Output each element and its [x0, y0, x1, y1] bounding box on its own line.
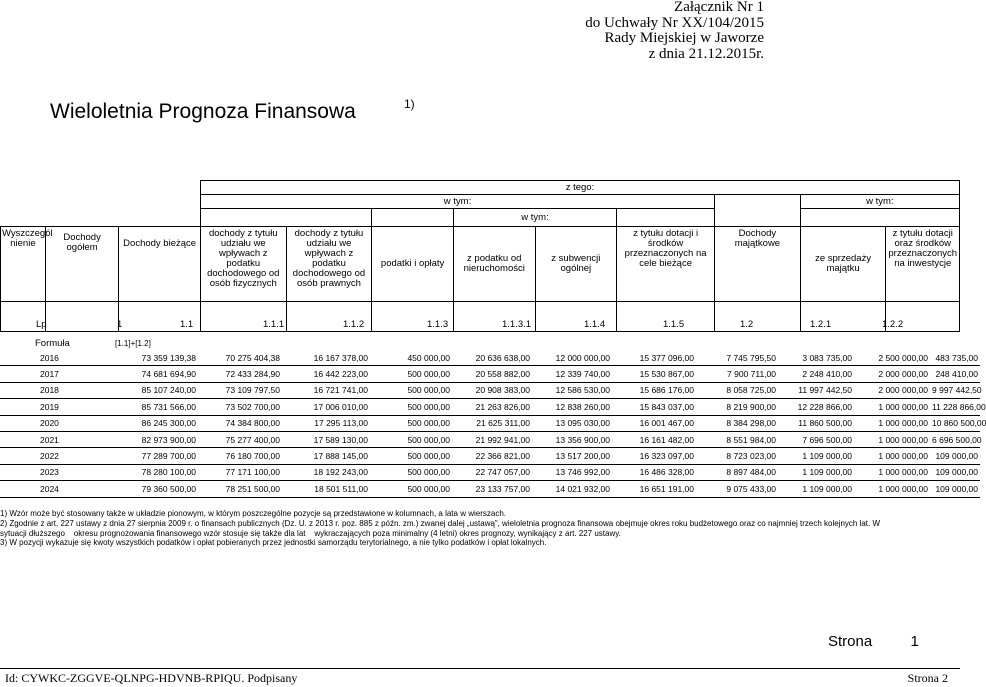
table-cell: 8 058 725,00 — [696, 382, 778, 398]
footnote: sytuacji dłuższego okresu prognozowania finansowego wzór stosuje się także dla lat wykraczających poza minimalny (4 letni) okres prognozy, wynikający z art. 227 ustawy. — [0, 528, 621, 538]
table-cell: 70 275 404,38 — [198, 350, 282, 366]
table-cell: 16 001 467,00 — [612, 415, 696, 431]
lp-code: 1.1.3.1 — [502, 319, 532, 330]
table-cell: 77 289 700,00 — [116, 448, 198, 464]
table-cell: 11 860 500,00 — [778, 415, 854, 431]
table-cell: 1 000 000,00 — [854, 399, 930, 415]
table-cell: 1 000 000,00 — [854, 431, 930, 447]
table-cell: 8 897 484,00 — [696, 464, 778, 480]
page-title: Wieloletnia Prognoza Finansowa — [50, 100, 356, 123]
table-cell: 11 228 866,00 — [930, 399, 980, 415]
lp-code: 1.1 — [180, 319, 194, 330]
table-cell: 500 000,00 — [370, 366, 452, 382]
row-year: 2019 — [0, 399, 116, 415]
council-label: Rady Miejskiej w Jaworze — [604, 30, 764, 46]
table-cell: 14 021 932,00 — [532, 481, 612, 497]
table-cell: 20 636 638,00 — [452, 350, 532, 366]
table-cell: 17 006 010,00 — [282, 399, 370, 415]
table-cell: 16 167 378,00 — [282, 350, 370, 366]
table-cell: 109 000,00 — [930, 448, 980, 464]
table-cell: 109 000,00 — [930, 481, 980, 497]
table-cell: 12 228 866,00 — [778, 399, 854, 415]
table-cell: 76 180 700,00 — [198, 448, 282, 464]
table-cell: 500 000,00 — [370, 431, 452, 447]
table-cell: 109 000,00 — [930, 464, 980, 480]
table-cell: 73 359 139,38 — [116, 350, 198, 366]
col-nieruchomosci: z podatku od nieruchomości — [453, 227, 535, 302]
table-cell: 1 000 000,00 — [854, 481, 930, 497]
table-cell: 1 109 000,00 — [778, 464, 854, 480]
table-cell: 16 721 741,00 — [282, 382, 370, 398]
table-cell: 500 000,00 — [370, 399, 452, 415]
page-label — [828, 633, 919, 650]
table-cell: 15 377 096,00 — [612, 350, 696, 366]
table-cell: 73 109 797,50 — [198, 382, 282, 398]
table-cell: 21 992 941,00 — [452, 431, 532, 447]
table-row — [0, 382, 980, 398]
col-wyszczegolnienie: Wyszczegól nienie — [1, 227, 46, 302]
table-cell: 500 000,00 — [370, 464, 452, 480]
col-podatki-oplaty: podatki i opłaty — [372, 227, 454, 302]
table-cell: 10 860 500,00 — [930, 415, 980, 431]
row-year: 2024 — [0, 481, 116, 497]
table-cell: 82 973 900,00 — [116, 431, 198, 447]
table-cell: 1 109 000,00 — [778, 481, 854, 497]
table-row — [0, 399, 980, 415]
footnote: 3) W pozycji wykazuje się kwoty wszystkich podatków i opłat pobieranych przez jednostki samorządu terytorialnego, a nie tylko podatków i opłat lokalnych. — [0, 538, 547, 548]
row-year: 2020 — [0, 415, 116, 431]
table-cell: 21 625 311,00 — [452, 415, 532, 431]
table-cell: 22 366 821,00 — [452, 448, 532, 464]
col-pit: dochody z tytułu udziału we wpływach z podatku dochodowego od osób fizycznych — [200, 227, 286, 302]
table-cell: 12 586 530,00 — [532, 382, 612, 398]
document-id: Id: CYWKC-ZGGVE-QLNPG-HDVNB-RPIQU. Podpisany — [5, 671, 298, 685]
table-cell: 8 551 984,00 — [696, 431, 778, 447]
table-cell: 15 686 176,00 — [612, 382, 696, 398]
title-footnote-marker: 1) — [404, 97, 415, 111]
table-row — [0, 350, 980, 366]
table-cell: 12 000 000,00 — [532, 350, 612, 366]
lp-code: 1.1.4 — [584, 319, 606, 330]
table-cell: 1 000 000,00 — [854, 448, 930, 464]
table-cell: 22 747 057,00 — [452, 464, 532, 480]
table-cell: 248 410,00 — [930, 366, 980, 382]
table-cell: 74 681 694,90 — [116, 366, 198, 382]
col-sprzedaz: ze sprzedaży majątku — [800, 227, 886, 302]
footer-page: Strona 2 — [907, 671, 948, 685]
table-cell: 72 433 284,90 — [198, 366, 282, 382]
col-dochody-majatkowe: Dochody majątkowe — [715, 227, 801, 302]
table-cell: 85 107 240,00 — [116, 382, 198, 398]
table-cell: 3 083 735,00 — [778, 350, 854, 366]
table-cell: 450 000,00 — [370, 350, 452, 366]
lp-code: 1.1.3 — [427, 319, 449, 330]
table-cell: 85 731 566,00 — [116, 399, 198, 415]
table-cell: 15 530 867,00 — [612, 366, 696, 382]
table-cell: 8 384 298,00 — [696, 415, 778, 431]
table-cell: 86 245 300,00 — [116, 415, 198, 431]
table-cell: 20 908 383,00 — [452, 382, 532, 398]
table-cell: 77 171 100,00 — [198, 464, 282, 480]
row-year: 2023 — [0, 464, 116, 480]
header-w-tym-majątkowe: w tym: — [800, 195, 959, 209]
lp-code: 1.1.1 — [263, 319, 285, 330]
footnote: 2) Zgodnie z art. 227 ustawy z dnia 27 sierpnia 2009 r. o finansach publicznych (Dz. U. z 2013 r. poz. 885 z późn. zm.) zwanej dalej „ustawą”, wieloletnia prognoza finansowa obejmuje okres roku budżetowego oraz co najmniej trzech kolejnych lat. W — [0, 518, 881, 528]
table-row — [0, 464, 980, 480]
page-label-text: Strona — [828, 633, 873, 650]
table-row — [0, 431, 980, 447]
table-cell: 16 651 191,00 — [612, 481, 696, 497]
table-cell: 15 843 037,00 — [612, 399, 696, 415]
lp-code: 1.1.5 — [663, 319, 685, 330]
header-w-tym-podatki: w tym: — [453, 209, 616, 227]
table-cell: 16 442 223,00 — [282, 366, 370, 382]
table-cell: 17 295 113,00 — [282, 415, 370, 431]
table-cell: 500 000,00 — [370, 382, 452, 398]
header-table — [0, 180, 960, 332]
table-cell: 2 000 000,00 — [854, 382, 930, 398]
table-cell: 7 696 500,00 — [778, 431, 854, 447]
table-cell: 8 219 900,00 — [696, 399, 778, 415]
table-cell: 1 000 000,00 — [854, 464, 930, 480]
col-dotacje-biezace: z tytułu dotacji i środków przeznaczonych na cele bieżące — [617, 227, 715, 302]
lp-code: 1 — [117, 319, 123, 330]
footnotes — [0, 509, 960, 548]
table-cell: 6 696 500,00 — [930, 431, 980, 447]
table-cell: 2 500 000,00 — [854, 350, 930, 366]
lp-code: 1.1.2 — [343, 319, 365, 330]
col-cit: dochody z tytułu udziału we wpływach z podatku dochodowego od osób prawnych — [286, 227, 372, 302]
table-cell: 500 000,00 — [370, 415, 452, 431]
col-subwencja: z subwencji ogólnej — [535, 227, 617, 302]
row-year: 2018 — [0, 382, 116, 398]
table-cell: 78 251 500,00 — [198, 481, 282, 497]
lp-code: 1.2.1 — [810, 319, 832, 330]
table-cell: 23 133 757,00 — [452, 481, 532, 497]
table-cell: 11 997 442,50 — [778, 382, 854, 398]
table-row — [0, 415, 980, 431]
table-cell: 7 745 795,50 — [696, 350, 778, 366]
forecast-table — [0, 350, 986, 498]
resolution-label: do Uchwały Nr XX/104/2015 — [585, 14, 764, 31]
table-cell: 13 356 900,00 — [532, 431, 612, 447]
table-cell: 500 000,00 — [370, 481, 452, 497]
table-cell: 78 280 100,00 — [116, 464, 198, 480]
table-cell: 2 248 410,00 — [778, 366, 854, 382]
table-cell: 75 277 400,00 — [198, 431, 282, 447]
table-cell: 483 735,00 — [930, 350, 980, 366]
document-header — [585, 0, 764, 62]
table-cell: 2 000 000,00 — [854, 366, 930, 382]
col-dochody-ogolem: Dochody ogółem — [45, 227, 118, 302]
header-z-tego: z tego: — [200, 181, 959, 195]
row-year: 2016 — [0, 350, 116, 366]
table-cell: 1 109 000,00 — [778, 448, 854, 464]
table-cell: 12 339 740,00 — [532, 366, 612, 382]
attachment-label: Załącznik Nr 1 — [674, 0, 764, 15]
formula-value: [1.1]+[1.2] — [115, 339, 151, 348]
table-cell: 17 888 145,00 — [282, 448, 370, 464]
formula-label: Formuła — [35, 338, 70, 349]
table-row — [0, 481, 980, 497]
table-cell: 9 997 442,50 — [930, 382, 980, 398]
table-cell: 500 000,00 — [370, 448, 452, 464]
table-cell: 16 323 097,00 — [612, 448, 696, 464]
row-year: 2021 — [0, 431, 116, 447]
lp-code: 1.2 — [740, 319, 754, 330]
footnote: 1) Wzór może być stosowany także w układzie pionowym, w którym poszczególne pozycje są przedstawione w kolumnach, a lata w wierszach. — [0, 509, 506, 518]
page-label-number: 1 — [910, 633, 919, 650]
footer-divider — [0, 668, 960, 669]
table-cell: 7 900 711,00 — [696, 366, 778, 382]
table-cell: 20 558 882,00 — [452, 366, 532, 382]
col-dochody-biezace: Dochody bieżące — [119, 227, 201, 302]
table-cell: 74 384 800,00 — [198, 415, 282, 431]
table-cell: 13 746 992,00 — [532, 464, 612, 480]
lp-label: Lp — [36, 319, 47, 330]
col-dotacje-inwestycje: z tytułu dotacji oraz środków przeznaczonych na inwestycje — [886, 227, 960, 302]
table-cell: 17 589 130,00 — [282, 431, 370, 447]
table-cell: 13 095 030,00 — [532, 415, 612, 431]
date-label: z dnia 21.12.2015r. — [648, 45, 764, 62]
header-w-tym-bieżące: w tym: — [200, 195, 714, 209]
table-cell: 13 517 200,00 — [532, 448, 612, 464]
table-cell: 21 263 826,00 — [452, 399, 532, 415]
table-cell: 8 723 023,00 — [696, 448, 778, 464]
row-year: 2017 — [0, 366, 116, 382]
row-year: 2022 — [0, 448, 116, 464]
table-row — [0, 448, 980, 464]
table-cell: 18 192 243,00 — [282, 464, 370, 480]
table-cell: 18 501 511,00 — [282, 481, 370, 497]
table-cell: 12 838 260,00 — [532, 399, 612, 415]
lp-code: 1.2.2 — [882, 319, 904, 330]
table-cell: 16 486 328,00 — [612, 464, 696, 480]
table-row — [0, 366, 980, 382]
table-cell: 16 161 482,00 — [612, 431, 696, 447]
table-cell: 79 360 500,00 — [116, 481, 198, 497]
table-cell: 73 502 700,00 — [198, 399, 282, 415]
table-cell: 1 000 000,00 — [854, 415, 930, 431]
table-cell: 9 075 433,00 — [696, 481, 778, 497]
